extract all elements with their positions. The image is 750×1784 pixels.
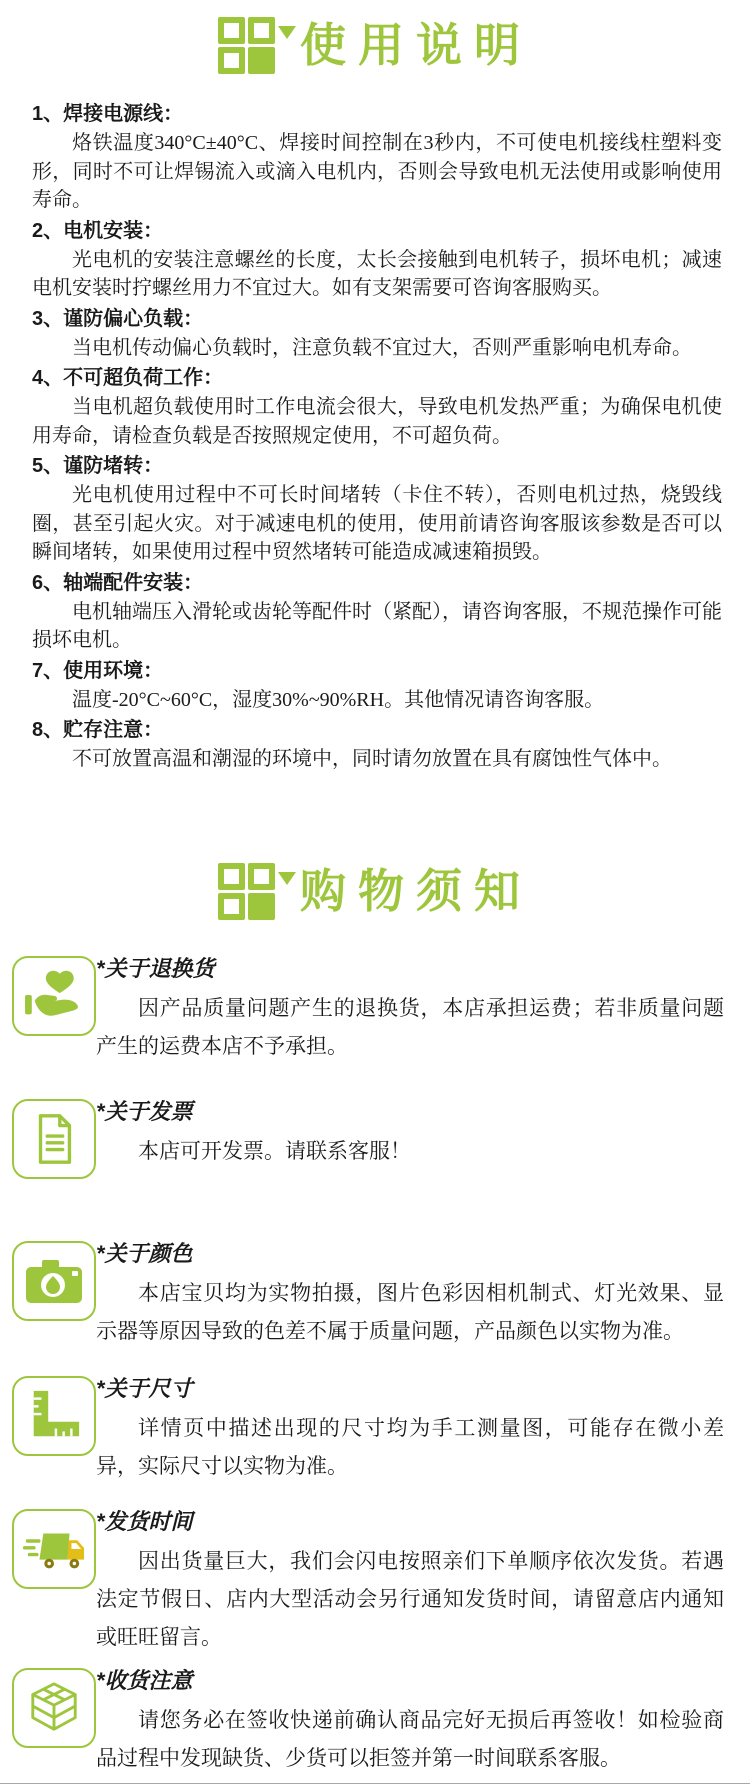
usage-item bbox=[32, 569, 722, 655]
usage-instructions-list bbox=[32, 100, 722, 774]
notice-invoice bbox=[0, 1097, 750, 1183]
grid-bullet-icon bbox=[218, 863, 274, 919]
notice-body: 详情页中描述出现的尺寸均为手工测量图，可能存在微小差异，实际尺寸以实物为准。 bbox=[96, 1415, 724, 1478]
usage-item bbox=[32, 716, 722, 774]
delivery-truck-icon bbox=[12, 1509, 96, 1589]
bottom-divider bbox=[0, 1783, 750, 1784]
notice-heading: *关于尺寸 bbox=[96, 1375, 193, 1401]
usage-item-body: 当电机超负载使用时工作电流会很大，导致电机发热严重；为确保电机使用寿命，请检查负载是否按照规定使用，不可超负荷。 bbox=[32, 396, 722, 447]
usage-item bbox=[32, 217, 722, 303]
usage-item-heading: 4、不可超负荷工作： bbox=[32, 367, 224, 389]
usage-item bbox=[32, 100, 722, 215]
usage-item-body: 光电机的安装注意螺丝的长度，太长会接触到电机转子，损坏电机；减速电机安装时拧螺丝用力不宜过大。如有支架需要可咨询客服购买。 bbox=[32, 248, 722, 299]
notice-body: 本店可开发票。请联系客服！ bbox=[138, 1138, 411, 1163]
usage-item bbox=[32, 657, 722, 715]
usage-item bbox=[32, 305, 722, 363]
notice-body: 因产品质量问题产生的退换货，本店承担运费；若非质量问题产生的运费本店不予承担。 bbox=[96, 995, 724, 1058]
notice-heading: *关于颜色 bbox=[96, 1240, 193, 1266]
hand-heart-icon bbox=[12, 956, 96, 1036]
usage-item-body: 烙铁温度340°C±40°C、焊接时间控制在3秒内，不可使电机接线柱塑料变形，同时不可让焊锡流入或滴入电机内，否则会导致电机无法使用或影响使用寿命。 bbox=[32, 132, 722, 211]
usage-item-heading: 8、贮存注意： bbox=[32, 719, 164, 741]
notice-body: 本店宝贝均为实物拍摄，图片色彩因相机制式、灯光效果、显示器等原因导致的色差不属于质量问题，产品颜色以实物为准。 bbox=[96, 1280, 724, 1343]
usage-item-body: 电机轴端压入滑轮或齿轮等配件时（紧配），请咨询客服，不规范操作可能损坏电机。 bbox=[32, 600, 722, 651]
triangle-icon bbox=[278, 872, 296, 885]
camera-icon bbox=[12, 1241, 96, 1321]
notice-receiving bbox=[0, 1666, 750, 1777]
package-box-icon bbox=[12, 1668, 96, 1748]
usage-item bbox=[32, 452, 722, 567]
usage-item bbox=[32, 364, 722, 450]
notice-color bbox=[0, 1239, 750, 1350]
notice-heading: *关于发票 bbox=[96, 1098, 193, 1124]
usage-section-title: 使用说明 bbox=[300, 19, 532, 71]
invoice-document-icon bbox=[12, 1099, 96, 1179]
usage-item-heading: 7、使用环境： bbox=[32, 659, 164, 682]
usage-item-heading: 1、焊接电源线： bbox=[32, 103, 184, 125]
usage-item-heading: 5、谨防堵转： bbox=[32, 455, 164, 477]
notice-heading: *发货时间 bbox=[96, 1508, 193, 1534]
shopping-notices-list bbox=[0, 954, 750, 1777]
usage-item-heading: 2、电机安装： bbox=[32, 219, 164, 242]
ruler-icon bbox=[12, 1376, 96, 1456]
shopping-section-title: 购物须知 bbox=[300, 864, 532, 917]
usage-item-body: 温度-20°C~60°C，湿度30%~90%RH。其他情况请咨询客服。 bbox=[72, 688, 605, 711]
usage-section-header bbox=[0, 0, 750, 74]
usage-item-heading: 6、轴端配件安装： bbox=[32, 571, 204, 594]
notice-shipping bbox=[0, 1507, 750, 1656]
notice-body: 请您务必在签收快递前确认商品完好无损后再签收！如检验商品过程中发现缺货、少货可以拒签并第一时间联系客服。 bbox=[96, 1707, 724, 1770]
shopping-section-header bbox=[0, 846, 750, 920]
notice-heading: *收货注意 bbox=[96, 1667, 193, 1693]
notice-heading: *关于退换货 bbox=[96, 955, 215, 981]
notice-size bbox=[0, 1374, 750, 1485]
triangle-icon bbox=[278, 26, 296, 39]
usage-item-body: 光电机使用过程中不可长时间堵转（卡住不转），否则电机过热，烧毁线圈，甚至引起火灾。对于减速电机的使用，使用前请咨询客服该参数是否可以瞬间堵转，如果使用过程中贸然堵转可能造成减速箱损毁。 bbox=[32, 484, 722, 563]
notice-returns bbox=[0, 954, 750, 1065]
grid-bullet-icon bbox=[218, 17, 274, 73]
usage-item-body: 不可放置高温和潮湿的环境中，同时请勿放置在具有腐蚀性气体中。 bbox=[72, 748, 672, 770]
usage-item-heading: 3、谨防偏心负载： bbox=[32, 307, 204, 330]
usage-item-body: 当电机传动偏心负载时，注意负载不宜过大，否则严重影响电机寿命。 bbox=[72, 336, 692, 359]
notice-body: 因出货量巨大，我们会闪电按照亲们下单顺序依次发货。若遇法定节假日、店内大型活动会另行通知发货时间，请留意店内通知或旺旺留言。 bbox=[96, 1548, 724, 1649]
